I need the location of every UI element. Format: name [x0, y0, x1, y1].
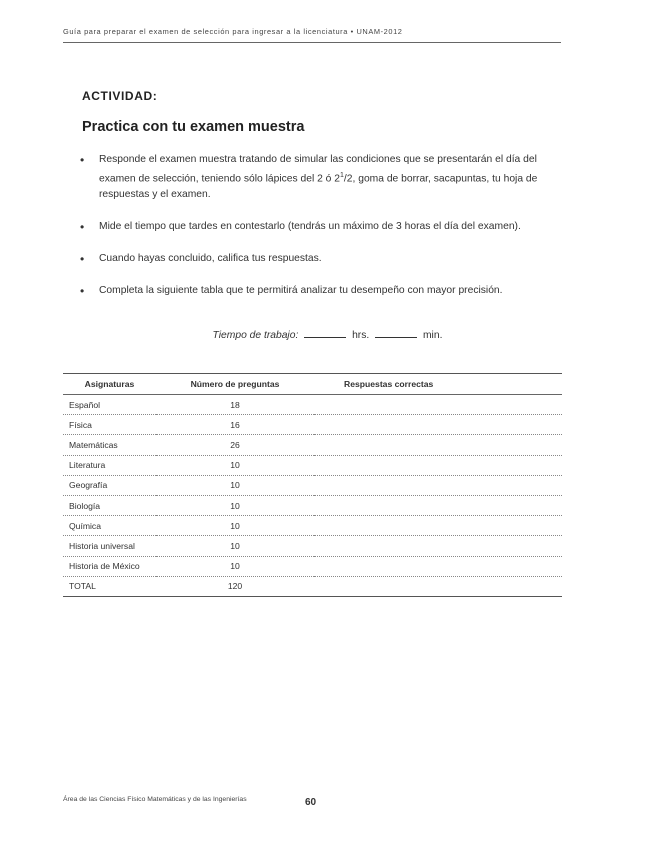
table-row	[63, 395, 562, 415]
minutes-unit: min.	[422, 330, 443, 341]
instruction-text: Mide el tiempo que tardes en contestarlo (tendrás un máximo de 3 horas el día del examen).	[99, 221, 521, 233]
hours-unit: hrs.	[352, 330, 370, 341]
table-row	[63, 536, 562, 556]
questions-cell: 10	[156, 516, 314, 536]
questions-cell: 10	[156, 455, 314, 475]
instruction-item	[80, 152, 565, 203]
page-title: Practica con tu examen muestra	[82, 119, 305, 135]
header-rule	[63, 42, 561, 43]
subject-cell: Historia universal	[63, 536, 156, 556]
work-time-label: Tiempo de trabajo:	[212, 330, 299, 341]
table-row	[63, 415, 562, 435]
instruction-text-part: Responde el examen muestra tratando de simular las condiciones que se presentarán el día del examen de selección, teniendo sólo lápices del 2 ó 2	[99, 154, 537, 185]
instruction-item	[80, 283, 565, 299]
instruction-item	[80, 219, 565, 235]
bullet-icon: •	[80, 153, 85, 167]
questions-cell: 10	[156, 495, 314, 515]
footer-area-label: Área de las Ciencias Físico Matemáticas y de las Ingenierías	[63, 796, 247, 803]
questions-cell: 26	[156, 435, 314, 455]
table-row	[63, 455, 562, 475]
questions-cell: 120	[227, 581, 243, 592]
bullet-icon: •	[80, 252, 85, 267]
instruction-text: Completa la siguiente tabla que te permitirá analizar tu desempeño con mayor precisión.	[99, 285, 503, 297]
questions-cell: 16	[156, 415, 314, 435]
table-row	[63, 475, 562, 495]
subject-cell: Historia de México	[63, 556, 156, 576]
score-table	[63, 373, 562, 597]
superscript: 1	[340, 172, 344, 179]
hours-blank[interactable]	[304, 328, 346, 338]
correct-answers-cell[interactable]	[314, 576, 562, 596]
subject-cell: Física	[63, 415, 156, 435]
correct-answers-cell[interactable]	[314, 536, 562, 556]
subject-cell: Biología	[63, 495, 156, 515]
instruction-text: Cuando hayas concluido, califica tus respuestas.	[99, 253, 322, 265]
subject-cell: TOTAL	[69, 581, 96, 592]
correct-answers-cell[interactable]	[314, 516, 562, 536]
minutes-blank[interactable]	[375, 328, 417, 338]
table-row	[63, 516, 562, 536]
column-header-correct: Respuestas correctas	[314, 374, 562, 395]
correct-answers-cell[interactable]	[314, 415, 562, 435]
subject-cell: Matemáticas	[63, 435, 156, 455]
subject-cell: Geografía	[63, 475, 156, 495]
questions-cell: 10	[156, 536, 314, 556]
table-row	[63, 495, 562, 515]
instruction-list	[80, 152, 565, 315]
questions-cell: 18	[156, 395, 314, 415]
subject-cell: Química	[63, 516, 156, 536]
correct-answers-cell[interactable]	[314, 556, 562, 576]
activity-label: ACTIVIDAD:	[82, 89, 158, 103]
table-total-row	[63, 576, 562, 596]
correct-answers-cell[interactable]	[314, 455, 562, 475]
correct-answers-cell[interactable]	[314, 495, 562, 515]
instruction-item	[80, 251, 565, 267]
questions-cell: 10	[156, 475, 314, 495]
subject-cell: Literatura	[63, 455, 156, 475]
questions-cell: 10	[156, 556, 314, 576]
work-time-line	[0, 328, 655, 341]
page-number: 60	[305, 797, 317, 808]
column-header-subject: Asignaturas	[63, 374, 156, 395]
running-header: Guía para preparar el examen de selección para ingresar a la licenciatura • UNAM-2012	[63, 27, 403, 36]
bullet-icon: •	[80, 220, 85, 235]
bullet-icon: •	[80, 284, 85, 299]
correct-answers-cell[interactable]	[314, 395, 562, 415]
instruction-text-part: /2, goma de borrar, sacapuntas, tu hoja de respuestas y el examen.	[99, 173, 538, 201]
correct-answers-cell[interactable]	[314, 435, 562, 455]
table-header-row	[63, 374, 562, 395]
column-header-questions: Número de preguntas	[156, 374, 314, 395]
correct-answers-cell[interactable]	[314, 475, 562, 495]
table-row	[63, 556, 562, 576]
table-row	[63, 435, 562, 455]
subject-cell: Español	[63, 395, 156, 415]
